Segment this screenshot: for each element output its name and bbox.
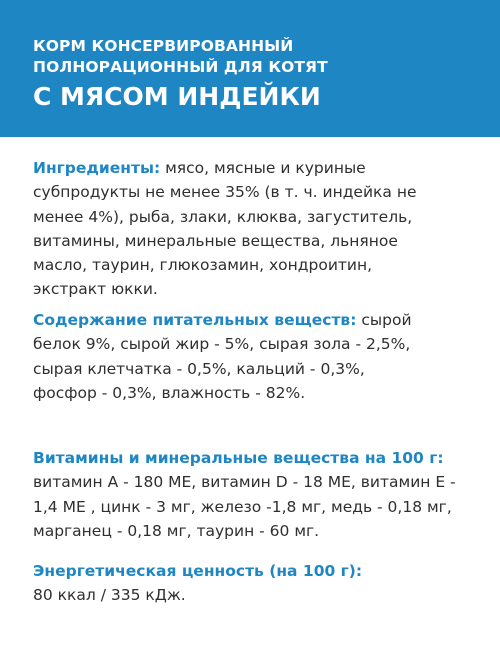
ingredients-line-5: масло, таурин, глюкозамин, хондроитин, [33,256,373,275]
energy-label: Энергетическая ценность (на 100 г): [33,562,363,580]
product-title-line-2: ПОЛНОРАЦИОННЫЙ ДЛЯ КОТЯТ [33,58,328,76]
vitamins-label: Витамины и минеральные вещества на 100 г: [33,449,444,467]
vitamins-section [33,446,493,543]
nutrients-line-2: белок 9%, сырой жир - 5%, сырая зола - 2,5%, [33,335,411,354]
header-banner [0,0,500,137]
ingredients-section [33,156,493,302]
product-title-line-1: КОРМ КОНСЕРВИРОВАННЫЙ [33,37,294,55]
nutrients-line-3: сырая клетчатка - 0,5%, кальций - 0,3%, [33,359,365,378]
nutrients-line-1 [33,308,493,332]
ingredients-line-1 [33,156,493,180]
vitamins-line-3: марганец - 0,18 мг, таурин - 60 мг. [33,521,320,540]
vitamins-line-1: витамин А - 180 МЕ, витамин D - 18 МЕ, витамин Е - [33,473,456,492]
vitamins-line-2: 1,4 МЕ , цинк - 3 мг, железо -1,8 мг, медь - 0,18 мг, [33,497,452,516]
energy-value: 80 ккал / 335 кДж. [33,586,186,605]
ingredients-label: Ингредиенты: [33,159,161,177]
ingredients-line-6: экстракт юкки. [33,280,158,299]
ingredients-line-2: субпродукты не менее 35% (в т. ч. индейка не [33,183,417,202]
ingredients-line-3: менее 4%), рыба, злаки, клюква, загуститель, [33,207,413,226]
product-title-line-3: С МЯСОМ ИНДЕЙКИ [33,82,321,111]
nutrients-label: Содержание питательных веществ: [33,311,357,329]
nutrients-text: сырой [356,311,412,329]
ingredients-text: мясо, мясные и куриные [160,159,366,177]
nutrients-line-4: фосфор - 0,3%, влажность - 82%. [33,383,306,402]
energy-section [33,559,493,608]
nutrients-section [33,308,493,405]
ingredients-line-4: витамины, минеральные вещества, льняное [33,231,398,250]
